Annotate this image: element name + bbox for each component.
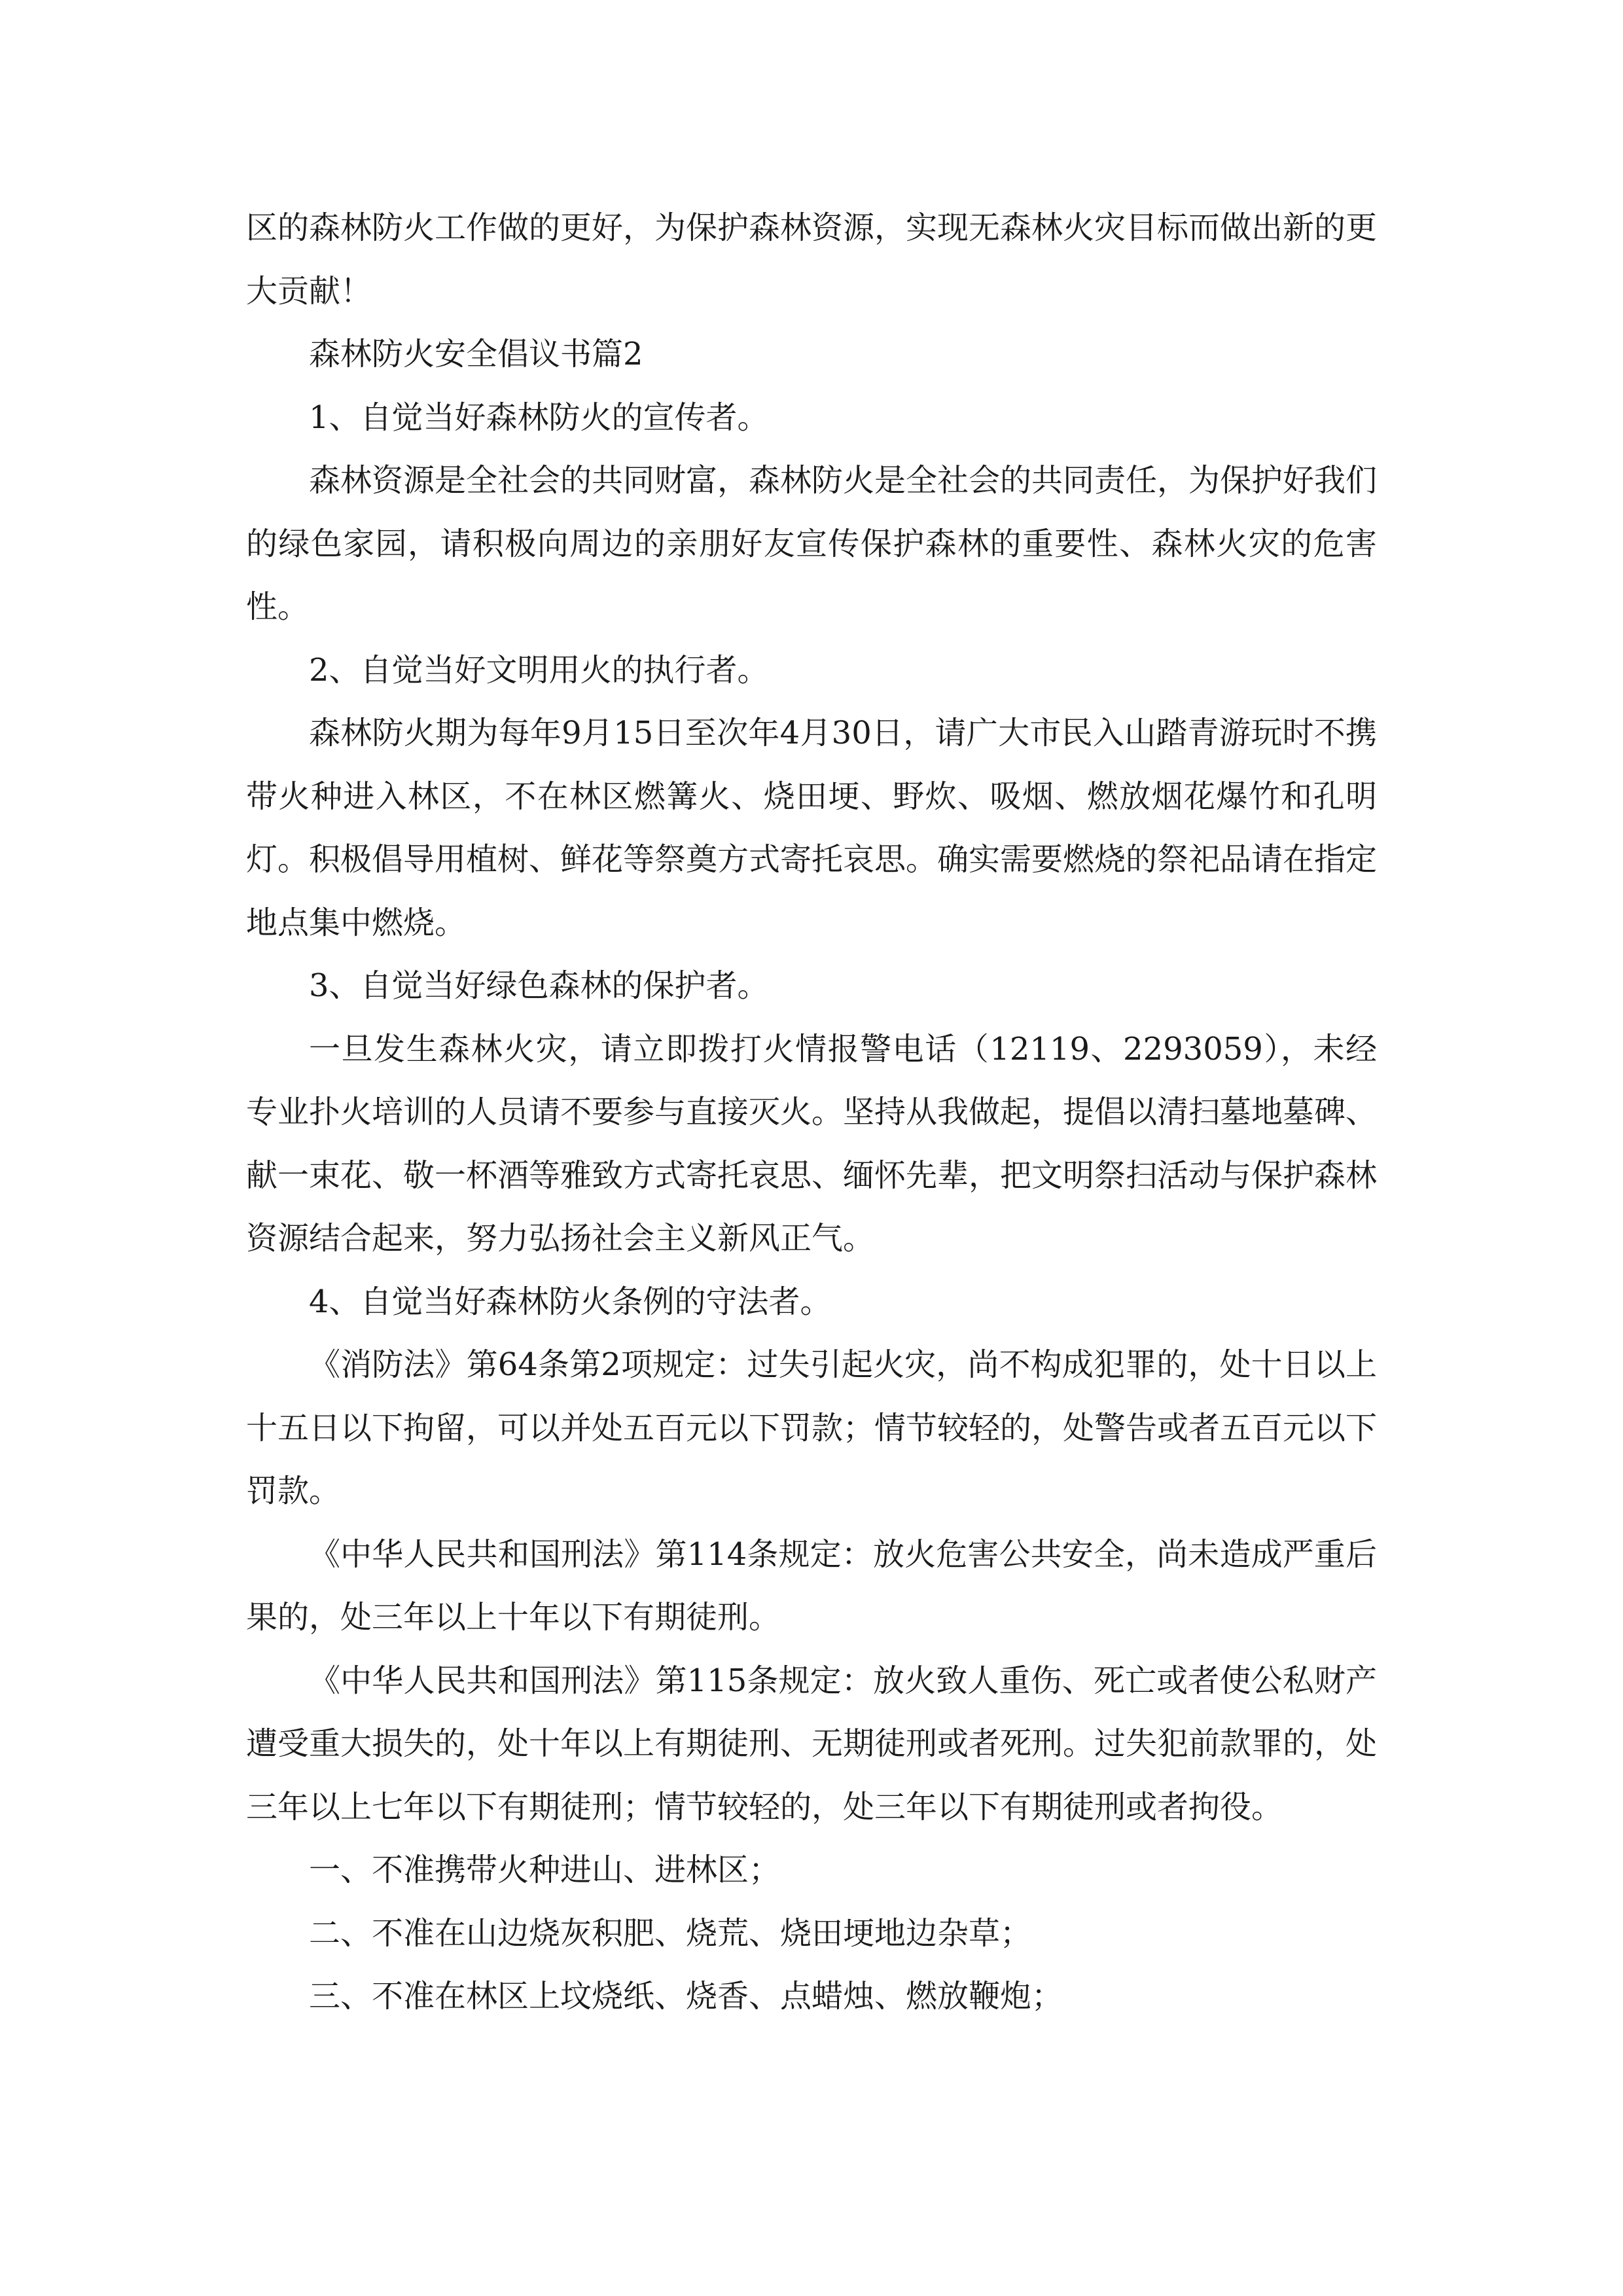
paragraph: 一旦发生森林火灾，请立即拨打火情报警电话（12119、2293059），未经专业扑火培训的人员请不要参与直接灭火。坚持从我做起，提倡以清扫墓地墓碑、献一束花、敬一杯酒等雅致方式寄托哀思、缅怀先辈，把文明祭扫活动与保护森林资源结合起来，努力弘扬社会主义新风正气。 bbox=[246, 1030, 1378, 1257]
rule-item: 二、不准在山边烧灰积肥、烧荒、烧田埂地边杂草； bbox=[309, 1914, 1032, 1952]
item-heading-1: 1、自觉当好森林防火的宣传者。 bbox=[309, 399, 769, 436]
rule-item: 三、不准在林区上坟烧纸、烧香、点蜡烛、燃放鞭炮； bbox=[309, 1978, 1063, 2015]
paragraph: 《中华人民共和国刑法》第115条规定：放火致人重伤、死亡或者使公私财产遭受重大损失的，处十年以上有期徒刑、无期徒刑或者死刑。过失犯前款罪的，处三年以上七年以下有期徒刑；情节较轻的，处三年以下有期徒刑或者拘役。 bbox=[246, 1662, 1378, 1825]
paragraph-continuation: 区的森林防火工作做的更好，为保护森林资源，实现无森林火灾目标而做出新的更大贡献！ bbox=[246, 209, 1378, 310]
rule-item: 一、不准携带火种进山、进林区； bbox=[309, 1852, 781, 1888]
paragraph: 森林防火期为每年9月15日至次年4月30日，请广大市民入山踏青游玩时不携带火种进入林区，不在林区燃篝火、烧田埂、野炊、吸烟、燃放烟花爆竹和孔明灯。积极倡导用植树、鲜花等祭奠方式寄托哀思。确实需要燃烧的祭祀品请在指定地点集中燃烧。 bbox=[246, 715, 1378, 941]
section-heading: 森林防火安全倡议书篇2 bbox=[309, 336, 643, 372]
item-heading-3: 3、自觉当好绿色森林的保护者。 bbox=[309, 967, 769, 1004]
document-body bbox=[246, 196, 1377, 2028]
paragraph: 《消防法》第64条第2项规定：过失引起火灾，尚不构成犯罪的，处十日以上十五日以下拘留，可以并处五百元以下罚款；情节较轻的，处警告或者五百元以下罚款。 bbox=[246, 1346, 1378, 1509]
item-heading-2: 2、自觉当好文明用火的执行者。 bbox=[309, 651, 769, 689]
item-heading-4: 4、自觉当好森林防火条例的守法者。 bbox=[309, 1283, 832, 1320]
paragraph: 森林资源是全社会的共同财富，森林防火是全社会的共同责任，为保护好我们的绿色家园，请积极向周边的亲朋好友宣传保护森林的重要性、森林火灾的危害性。 bbox=[246, 462, 1378, 625]
paragraph: 《中华人民共和国刑法》第114条规定：放火危害公共安全，尚未造成严重后果的，处三年以上十年以下有期徒刑。 bbox=[246, 1535, 1377, 1636]
